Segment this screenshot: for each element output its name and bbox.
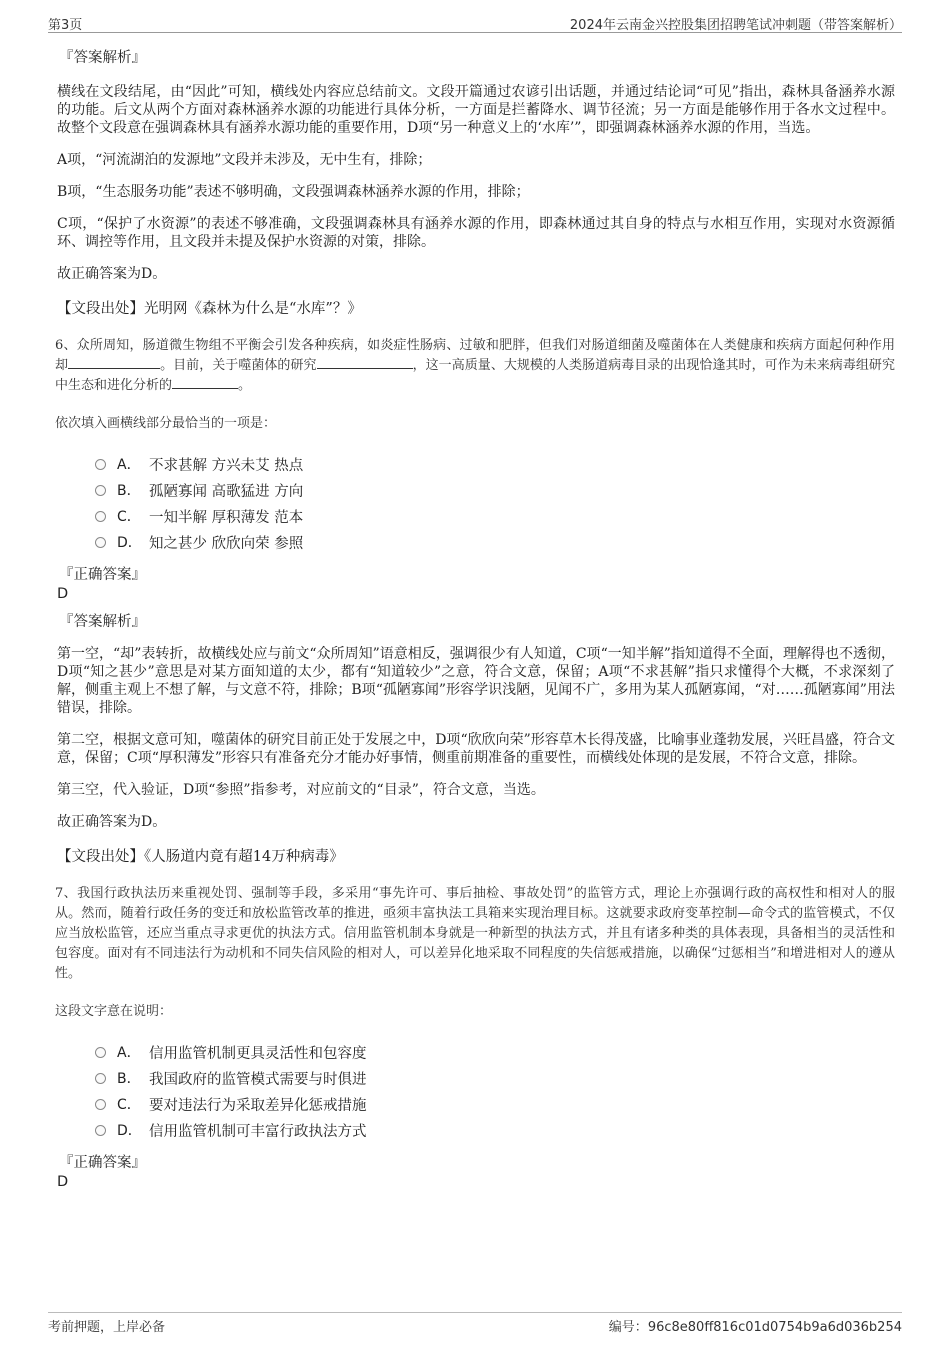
radio-icon[interactable] <box>95 485 106 496</box>
q6-option-d[interactable]: D． 知之甚少 欣欣向荣 参照 <box>95 529 895 555</box>
q6-stem-part: 6、众所周知，肠道微生物组不平衡会引发各种疾病，如炎症性肠病、过敏和肥胖，但我们对肠道细菌及噬菌体在人类健康和疾病方面起何种作用却 <box>55 338 895 373</box>
q7-prompt: 这段文字意在说明： <box>55 1004 173 1019</box>
q5-analysis-paragraph: A项，“河流湖泊的发源地”文段并未涉及，无中生有，排除； <box>57 152 432 168</box>
code-label: 编号： <box>608 1320 648 1335</box>
fill-blank-2 <box>317 356 413 369</box>
q5-source: 【文段出处】光明网《森林为什么是“水库”？》 <box>57 301 362 317</box>
q7-option-b[interactable]: B． 我国政府的监管模式需要与时俱进 <box>95 1065 895 1091</box>
radio-icon[interactable] <box>95 1125 106 1136</box>
document-code <box>609 1316 902 1335</box>
q6-stem <box>55 336 895 396</box>
q6-analysis-paragraph: 第二空，根据文意可知，噬菌体的研究目前正处于发展之中，D项“欣欣向荣”形容草木长得茂盛，比喻事业蓬勃发展，兴旺昌盛，符合文意，保留；C项“厚积薄发”形容只有准备充分才能办好事情，侧重前期准备的重要性，而横线处体现的是发展，不符合文意，排除。 <box>57 732 895 766</box>
page-header <box>48 10 902 33</box>
page-number: 第3页 <box>48 18 83 33</box>
q7-option-c[interactable]: C． 要对违法行为采取差异化惩戒措施 <box>95 1091 895 1117</box>
q6-analysis-label: 『答案解析』 <box>59 614 146 630</box>
document-title: 2024年云南金兴控股集团招聘笔试冲刺题（带答案解析） <box>569 18 902 33</box>
q5-analysis-paragraph: C项，“保护了水资源”的表述不够准确，文段强调森林具有涵养水源的作用，即森林通过其自身的特点与水相互作用，实现对水资源循环、调控等作用，且文段并未提及保护水资源的对策，排除。 <box>57 216 895 250</box>
q7-option-a[interactable]: A． 信用监管机制更具灵活性和包容度 <box>95 1039 895 1065</box>
q5-analysis-label: 『答案解析』 <box>59 50 146 66</box>
q6-correct-label: 『正确答案』 <box>59 567 146 583</box>
q7-option-d[interactable]: D． 信用监管机制可丰富行政执法方式 <box>95 1117 895 1143</box>
radio-icon[interactable] <box>95 1073 106 1084</box>
q6-option-c[interactable]: C． 一知半解 厚积薄发 范本 <box>95 503 895 529</box>
code-value: 96c8e80ff816c01d0754b9a6d036b254 <box>647 1320 902 1335</box>
q6-prompt: 依次填入画横线部分最恰当的一项是： <box>55 416 277 431</box>
q6-option-b[interactable]: B． 孤陋寡闻 高歌猛进 方向 <box>95 477 895 503</box>
q6-analysis-paragraph: 第一空，“却”表转折，故横线处应与前文“众所周知”语意相反，强调很少有人知道，C项“一知半解”指知道得不全面，理解得也不透彻，D项“知之甚少”意思是对某方面知道的太少，都有“知道较少”之意，符合文意，保留；A项“不求甚解”指只求懂得个大概，不求深刻了解，侧重主观上不想了解，与文意不符，排除；B项“孤陋寡闻”形容学识浅陋，见闻不广，多用为某人孤陋寡闻，“对……孤陋寡闻”用法错误，排除。 <box>57 646 895 716</box>
q6-correct-answer: D <box>57 586 69 602</box>
q6-stem-part: ，这一高质量、大规模的人类肠道病毒目录的出现恰逢其时，可作为未来病毒组研究中生态和进化分析的 <box>55 358 895 393</box>
footer-slogan: 考前押题，上岸必备 <box>48 1320 166 1335</box>
fill-blank-3 <box>172 376 238 389</box>
radio-icon[interactable] <box>95 1099 106 1110</box>
q7-correct-answer: D <box>57 1174 69 1190</box>
q6-stem-part: 。 <box>238 378 252 393</box>
radio-icon[interactable] <box>95 1047 106 1058</box>
q6-source: 【文段出处】《人肠道内竟有超14万种病毒》 <box>57 849 344 865</box>
q5-conclusion: 故正确答案为D。 <box>57 266 167 282</box>
radio-icon[interactable] <box>95 459 106 470</box>
page-footer <box>48 1312 902 1335</box>
fill-blank-1 <box>68 356 160 369</box>
radio-icon[interactable] <box>95 511 106 522</box>
q6-option-a[interactable]: A． 不求甚解 方兴未艾 热点 <box>95 451 895 477</box>
q7-options <box>95 1039 895 1143</box>
page-content <box>55 46 895 1198</box>
q6-analysis-paragraph: 第三空，代入验证，D项“参照”指参考，对应前文的“目录”，符合文意，当选。 <box>57 782 545 798</box>
q6-conclusion: 故正确答案为D。 <box>57 814 167 830</box>
q6-stem-part: 。目前，关于噬菌体的研究 <box>160 358 317 373</box>
radio-icon[interactable] <box>95 537 106 548</box>
q7-stem: 7、我国行政执法历来重视处罚、强制等手段，多采用“事先许可、事后抽检、事故处罚”的监管方式，理论上亦强调行政的高权性和相对人的服从。然而，随着行政任务的变迁和放松监管改革的推进，亟须丰富执法工具箱来实现治理目标。这就要求政府变革控制—命令式的监管模式，不仅应当放松监管，还应当重点寻求更优的执法方式。信用监管机制本身就是一种新型的执法方式，并且有诸多种类的具体表现，具备相当的灵活性和包容度。面对有不同违法行为动机和不同失信风险的相对人，可以差异化地采取不同程度的失信惩戒措施，以确保“过惩相当”和增进相对人的遵从性。 <box>55 886 895 981</box>
q5-analysis-paragraph: 横线在文段结尾，由“因此”可知，横线处内容应总结前文。文段开篇通过农谚引出话题，并通过结论词“可见”指出，森林具备涵养水源的功能。后文从两个方面对森林涵养水源的功能进行具体分析，一方面是拦蓄降水、调节径流；另一方面是能够作用于各水文过程中。故整个文段意在强调森林具有涵养水源功能的重要作用，D项“另一种意义上的‘水库’”，即强调森林涵养水源的作用，当选。 <box>57 84 895 136</box>
q6-options <box>95 451 895 555</box>
q5-analysis-paragraph: B项，“生态服务功能”表述不够明确，文段强调森林涵养水源的作用，排除； <box>57 184 530 200</box>
q7-correct-label: 『正确答案』 <box>59 1155 146 1171</box>
